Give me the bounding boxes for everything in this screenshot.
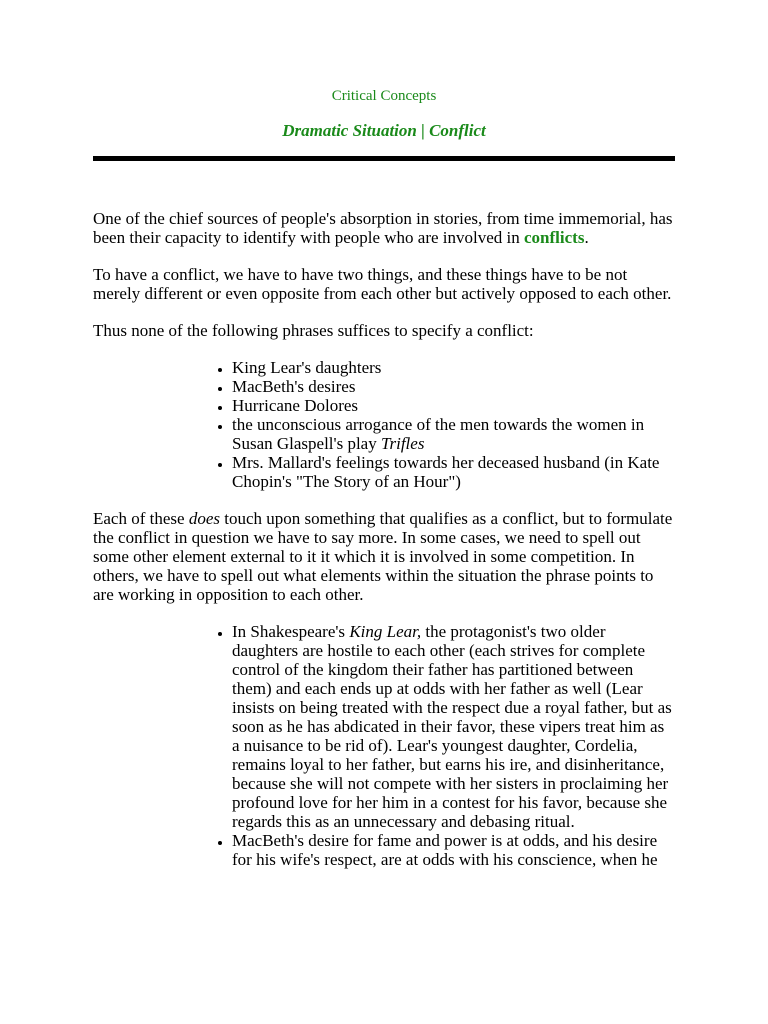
intro-text: One of the chief sources of people's absorption in stories, from time immemorial, has been their capacity to identify with people who are involved in — [93, 209, 673, 247]
list-item: • MacBeth's desires — [232, 377, 675, 396]
intro-paragraph — [93, 209, 675, 247]
series-label: Critical Concepts — [331, 88, 437, 104]
list-item-text: the unconscious arrogance of the men towards the women in Susan Glaspell's play — [232, 415, 645, 453]
play-title: King Lear, — [349, 622, 422, 641]
phrases-list — [93, 358, 675, 491]
list-item: • MacBeth's desire for fame and power is at odds, and his desire for his wife's respect, are at odds with his conscience, when he — [232, 831, 675, 869]
examples-list — [93, 622, 675, 869]
emphasis-does: does — [188, 509, 220, 528]
list-item: • King Lear's daughters — [232, 358, 675, 377]
list-item: • Mrs. Mallard's feelings towards her deceased husband (in Kate Chopin's "The Story of an Hour") — [232, 453, 675, 491]
example-text: In Shakespeare's — [232, 622, 350, 641]
article-body — [93, 209, 675, 887]
page-title: Dramatic Situation | Conflict — [282, 121, 486, 140]
example-text-end: the protagonist's two older daughters are hostile to each other (each strives for complete control of the kingdom their father has partitioned between them) and each ends up at odds with her father as well (Lear insists on being treated with the respect due a royal father, but as soon as he has abdicated in their favor, these vipers treat him as a nuisance to be rid of). Lear's youngest daughter, Cordelia, remains loyal to her father, but earns his ire, and disinheritance, because she will not compete with her sisters in proclaiming her profound love for her him in a contest for his favor, because she regards this as an unnecessary and debasing ritual. — [232, 622, 672, 831]
phrases-lead-paragraph: Thus none of the following phrases suffices to specify a conflict: — [93, 321, 534, 340]
explanation-text: Each of these — [93, 509, 189, 528]
intro-text-end: . — [584, 228, 589, 247]
list-item: • Hurricane Dolores — [232, 396, 675, 415]
play-title: Trifles — [380, 434, 425, 453]
definition-paragraph: To have a conflict, we have to have two things, and these things have to be not merely different or even opposite from each other but actively opposed to each other. — [93, 265, 672, 303]
explanation-paragraph — [93, 509, 675, 604]
term-conflicts: conflicts — [524, 228, 585, 247]
list-item — [232, 415, 675, 453]
list-item — [232, 622, 675, 831]
explanation-text-end: touch upon something that qualifies as a conflict, but to formulate the conflict in question we have to say more. In some cases, we need to spell out some other element external to it it which it is involved in some competition. In others, we have to spell out what elements within the situation the phrase points to are working in opposition to each other. — [93, 509, 673, 604]
divider — [93, 156, 675, 161]
